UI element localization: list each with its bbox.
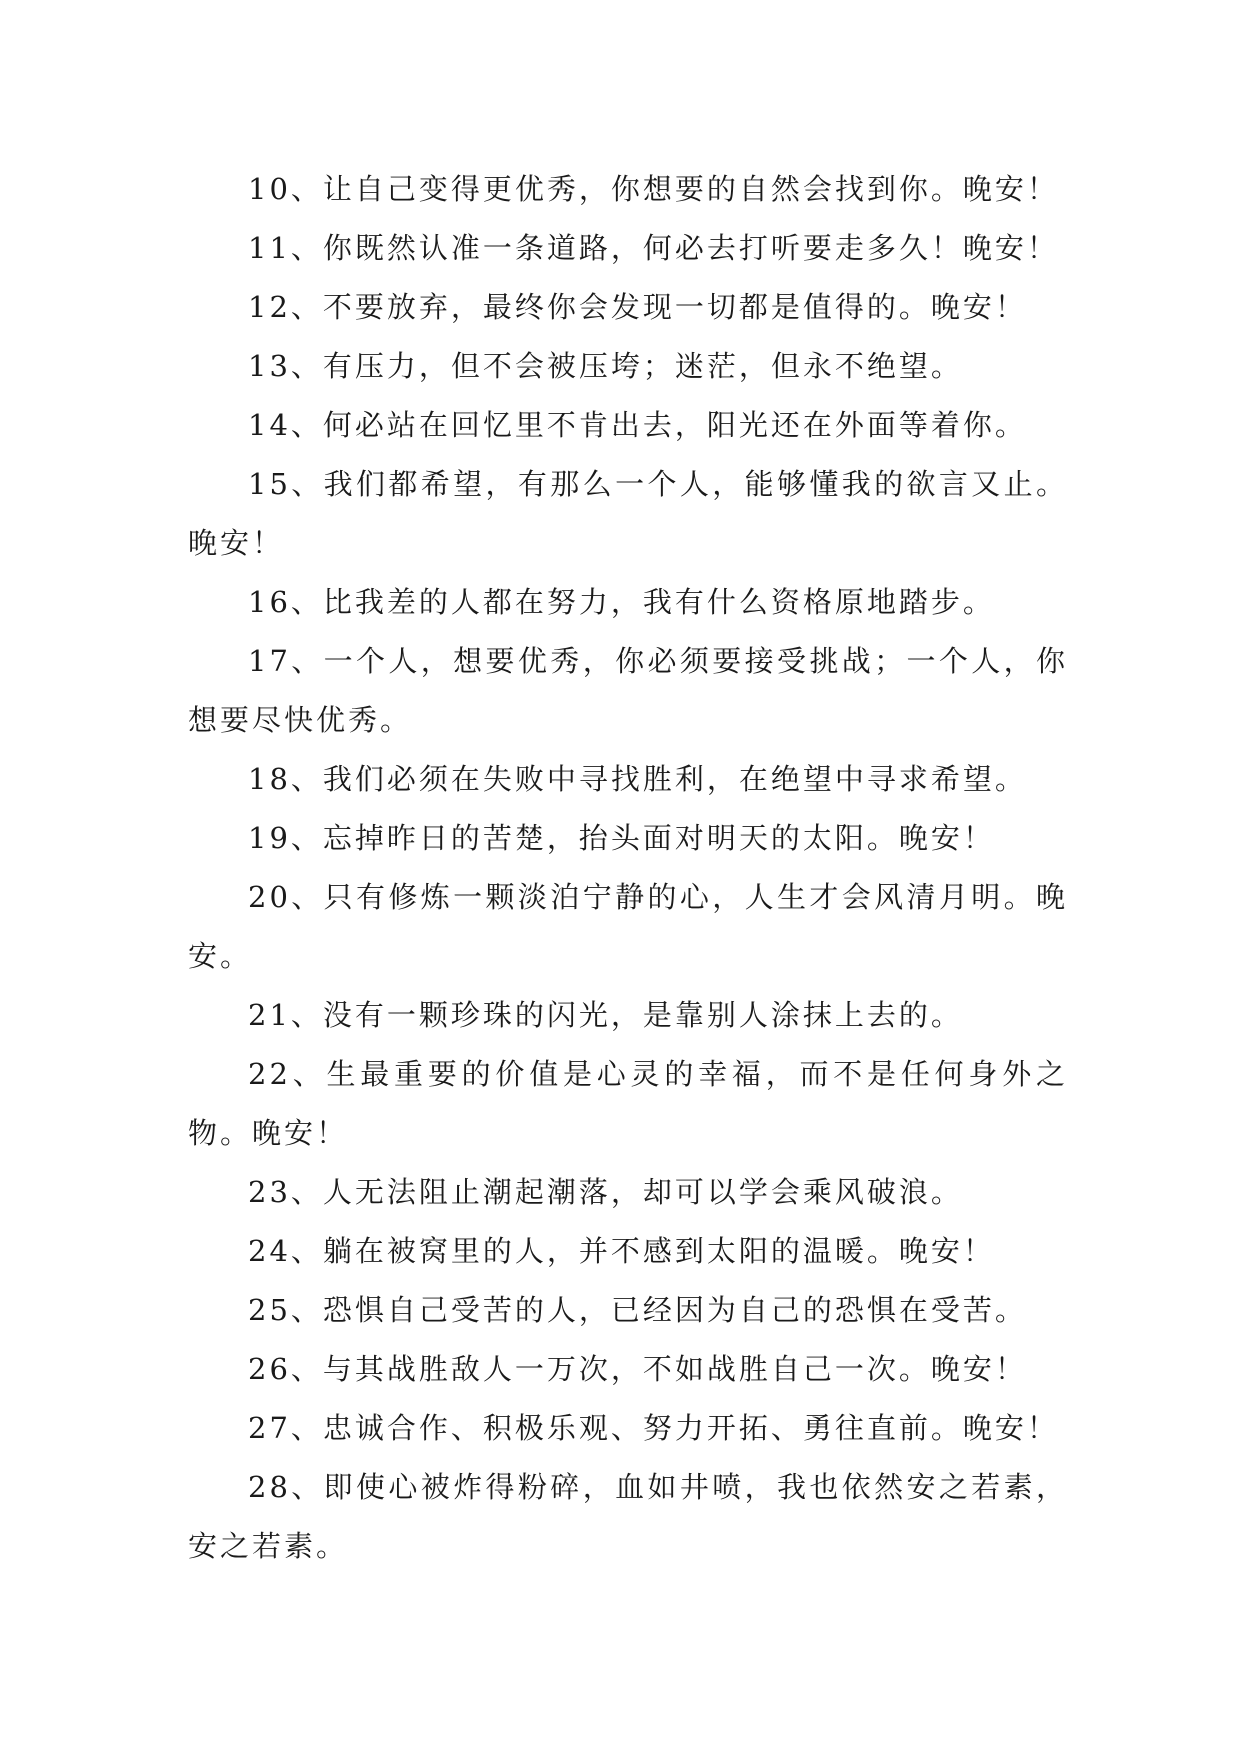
paragraph-26: 26、与其战胜敌人一万次，不如战胜自己一次。晚安！ xyxy=(248,1352,1027,1386)
document-body xyxy=(188,160,1068,1576)
paragraph-25: 25、恐惧自己受苦的人，已经因为自己的恐惧在受苦。 xyxy=(248,1293,1027,1327)
paragraph-12: 12、不要放弃，最终你会发现一切都是值得的。晚安！ xyxy=(248,290,1027,324)
paragraph-16: 16、比我差的人都在努力，我有什么资格原地踏步。 xyxy=(248,585,995,619)
paragraph-27: 27、忠诚合作、积极乐观、努力开拓、勇往直前。晚安！ xyxy=(248,1411,1059,1445)
paragraph-15: 15、我们都希望，有那么一个人，能够懂我的欲言又止。晚安！ xyxy=(188,467,1068,560)
paragraph-20: 20、只有修炼一颗淡泊宁静的心，人生才会风清月明。晚安。 xyxy=(188,880,1068,973)
paragraph-19: 19、忘掉昨日的苦楚，抬头面对明天的太阳。晚安！ xyxy=(248,821,995,855)
paragraph-22: 22、生最重要的价值是心灵的幸福，而不是任何身外之物。晚安！ xyxy=(188,1057,1068,1150)
paragraph-14: 14、何必站在回忆里不肯出去，阳光还在外面等着你。 xyxy=(248,408,1027,442)
paragraph-21: 21、没有一颗珍珠的闪光，是靠别人涂抹上去的。 xyxy=(248,998,963,1032)
paragraph-23: 23、人无法阻止潮起潮落，却可以学会乘风破浪。 xyxy=(248,1175,963,1209)
paragraph-28: 28、即使心被炸得粉碎，血如井喷，我也依然安之若素，安之若素。 xyxy=(188,1470,1068,1563)
paragraph-17: 17、一个人，想要优秀，你必须要接受挑战；一个人，你想要尽快优秀。 xyxy=(188,644,1068,737)
paragraph-11: 11、你既然认准一条道路，何必去打听要走多久！晚安！ xyxy=(248,231,1059,265)
paragraph-24: 24、躺在被窝里的人，并不感到太阳的温暖。晚安！ xyxy=(248,1234,995,1268)
paragraph-13: 13、有压力，但不会被压垮；迷茫，但永不绝望。 xyxy=(248,349,963,383)
paragraph-18: 18、我们必须在失败中寻找胜利，在绝望中寻求希望。 xyxy=(248,762,1027,796)
paragraph-10: 10、让自己变得更优秀，你想要的自然会找到你。晚安！ xyxy=(248,172,1059,206)
